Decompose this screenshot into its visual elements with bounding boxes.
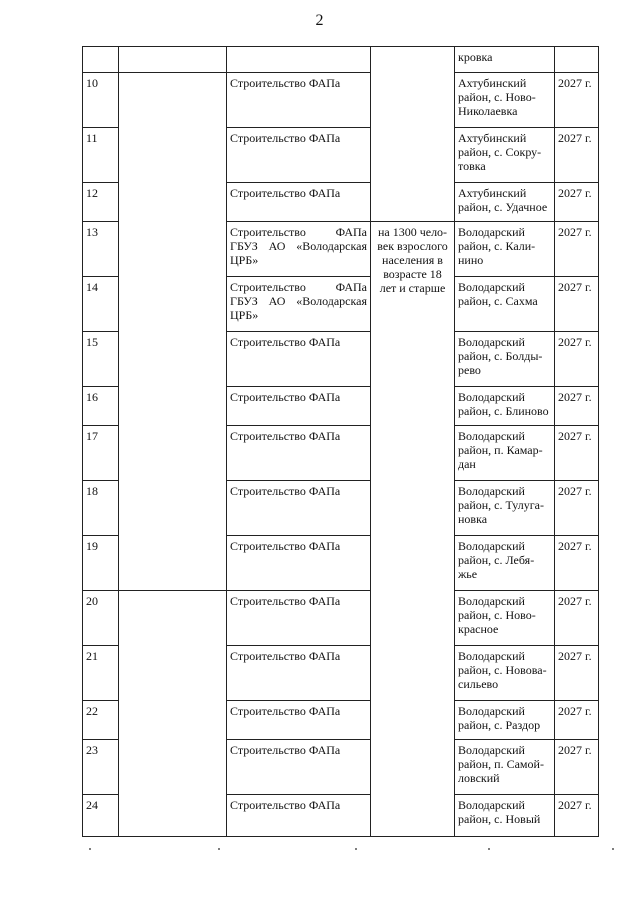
row-number: 15	[83, 332, 119, 387]
year-cell: 2027 г.	[555, 740, 599, 795]
year-cell: 2027 г.	[555, 277, 599, 332]
row-number: 23	[83, 740, 119, 795]
location-cell: Володарский район, с. Тулуга-новка	[455, 481, 555, 536]
population-cell: на 1300 чело- век взрослого населения в возрасте 18 лет и старше	[371, 222, 455, 837]
location-cell: Володарский район, п. Самой-ловский	[455, 740, 555, 795]
blank-cell	[119, 47, 227, 73]
table-body	[83, 47, 599, 837]
blank-cell	[119, 73, 227, 591]
location-cell: Володарский район, с. Кали-нино	[455, 222, 555, 277]
row-number: 18	[83, 481, 119, 536]
object-cell: Строительство ФАПа	[227, 481, 371, 536]
year-cell: 2027 г.	[555, 795, 599, 837]
row-number: 21	[83, 646, 119, 701]
object-cell: Строительство ФАПа	[227, 183, 371, 222]
row-number: 11	[83, 128, 119, 183]
location-cell: Володарский район, с. Лебя-жье	[455, 536, 555, 591]
row-number: 10	[83, 73, 119, 128]
year-cell: 2027 г.	[555, 128, 599, 183]
object-cell: Строительство ФАПа	[227, 332, 371, 387]
object-cell: Строительство ФАПа	[227, 646, 371, 701]
location-cell: Володарский район, с. Новый	[455, 795, 555, 837]
location-cell: Володарский район, с. Раздор	[455, 701, 555, 740]
row-number: 19	[83, 536, 119, 591]
blank-cell	[119, 591, 227, 837]
year-cell: 2027 г.	[555, 701, 599, 740]
year-cell: 2027 г.	[555, 426, 599, 481]
table-row	[83, 73, 599, 128]
object-cell: Строительство ФАПа	[227, 73, 371, 128]
row-number: 17	[83, 426, 119, 481]
row-number: 13	[83, 222, 119, 277]
location-cell: Володарский район, с. Новова-сильево	[455, 646, 555, 701]
year-cell: 2027 г.	[555, 591, 599, 646]
object-cell: Строительство ФАПа	[227, 387, 371, 426]
object-cell: Строительство ФАПа	[227, 128, 371, 183]
location-cell: Володарский район, с. Сахма	[455, 277, 555, 332]
row-number	[83, 47, 119, 73]
year-cell: 2027 г.	[555, 387, 599, 426]
object-cell: Строительство ФАПа	[227, 795, 371, 837]
object-cell: Строительство ФАПа ГБУЗ АО «Володарская ЦРБ»	[227, 222, 371, 277]
object-cell: Строительство ФАПа	[227, 740, 371, 795]
object-cell: Строительство ФАПа	[227, 701, 371, 740]
location-cell: Ахтубинский район, с. Удачное	[455, 183, 555, 222]
location-cell: Ахтубинский район, с. Сокру-товка	[455, 128, 555, 183]
program-table	[82, 46, 599, 837]
location-cell: кровка	[455, 47, 555, 73]
year-cell: 2027 г.	[555, 536, 599, 591]
year-cell: 2027 г.	[555, 481, 599, 536]
object-cell	[227, 47, 371, 73]
object-cell: Строительство ФАПа	[227, 591, 371, 646]
row-number: 24	[83, 795, 119, 837]
location-cell: Володарский район, п. Камар-дан	[455, 426, 555, 481]
year-cell: 2027 г.	[555, 222, 599, 277]
year-cell: 2027 г.	[555, 73, 599, 128]
location-cell: Володарский район, с. Ново-красное	[455, 591, 555, 646]
object-cell: Строительство ФАПа	[227, 536, 371, 591]
row-number: 14	[83, 277, 119, 332]
year-cell	[555, 47, 599, 73]
object-cell: Строительство ФАПа	[227, 426, 371, 481]
scan-marks	[0, 848, 640, 858]
year-cell: 2027 г.	[555, 332, 599, 387]
row-number: 20	[83, 591, 119, 646]
location-cell: Володарский район, с. Блиново	[455, 387, 555, 426]
object-cell: Строительство ФАПа ГБУЗ АО «Володарская ЦРБ»	[227, 277, 371, 332]
table-row	[83, 47, 599, 73]
page-number: 2	[315, 12, 325, 29]
population-cell-upper	[371, 47, 455, 222]
location-cell: Ахтубинский район, с. Ново-Николаевка	[455, 73, 555, 128]
row-number: 16	[83, 387, 119, 426]
year-cell: 2027 г.	[555, 183, 599, 222]
row-number: 22	[83, 701, 119, 740]
row-number: 12	[83, 183, 119, 222]
location-cell: Володарский район, с. Болды-рево	[455, 332, 555, 387]
table-row	[83, 591, 599, 646]
year-cell: 2027 г.	[555, 646, 599, 701]
